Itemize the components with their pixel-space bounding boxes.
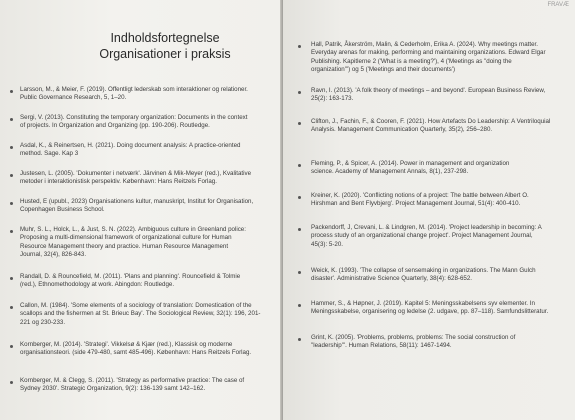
page-subtitle: Organisationer i praksis: [99, 47, 231, 61]
reference-entry: Husted, E (upubl., 2023) Organisationens kultur, manuskript, Institut for Organisation, Copenhagen Business School.: [20, 198, 254, 214]
bullet-icon: [298, 164, 301, 167]
bullet-icon: [10, 277, 13, 280]
reference-entry: Packendorff, J, Crevani, L. & Lindgren, M. (2014). 'Project leadership in becoming: A process study of an organizational change project'. Project Management Journal, 45(3): 5-20.: [311, 224, 542, 248]
bullet-icon: [10, 118, 13, 121]
reference-entry: Randall, D. & Rouncefield, M. (2011). 'Plans and planning'. Rouncefield & Tolmie (red.), Ethnomethodology at work. Abingdon: Routledge.: [20, 273, 241, 289]
reference-entry: Hammer, S., & Høpner, J. (2019). Kapitel 5: Meningsskabelsens syv elementer. In Meningsskabelse, organisering og ledelse (2. udgave, pp. 87–118). Samfundslitteratur.: [311, 300, 549, 316]
corner-tab-text: FRAVÆ: [547, 2, 569, 8]
right-page: [283, 0, 575, 420]
bullet-icon: [10, 381, 13, 384]
reference-entry: Clifton, J., Fachin, F., & Cooren, F. (2021). How Artefacts Do Leadership: A Ventriloquial Analysis. Management Communication Quarterly, 35(2), 256–280.: [311, 118, 551, 134]
bullet-icon: [298, 271, 301, 274]
bullet-icon: [298, 122, 301, 125]
page-title: Indholdsfortegnelse: [110, 31, 220, 45]
reference-entry: Callon, M. (1984). 'Some elements of a sociology of translation: Domestication of the scallops and the fishermen at St. Brieuc Bay'. The Sociological Review, 32(1): 196, 201- 221 og 230-233.: [20, 302, 261, 326]
bullet-icon: [10, 90, 13, 93]
reference-entry: Muhr, S. L., Holck, L., & Just, S. N. (2022). Ambiguous culture in Greenland police: Proposing a multi-dimensional framework of organizational culture for Human Resource Management theory and practice. Human Resource Management Journal, 32(4), 826-843.: [20, 226, 246, 259]
reference-entry: Justesen, L. (2005). 'Dokumenter i netværk'. Järvinen & Mik-Meyer (red.), Kvalitative metoder i interaktionistisk perspektiv. København: Hans Reitzels Forlag.: [20, 170, 252, 186]
reference-entry: Sergi, V. (2013). Constituting the temporary organization: Documents in the context of projects. In Organization and Organizing (pp. 190-206). Routledge.: [20, 114, 248, 130]
left-page: [0, 0, 282, 420]
bullet-icon: [298, 91, 301, 94]
bullet-icon: [10, 146, 13, 149]
reference-entry: Asdal, K., & Reinertsen, H. (2021). Doing document analysis: A practice-oriented method. Sage. Kap 3: [20, 142, 241, 158]
bullet-icon: [10, 230, 13, 233]
bullet-icon: [298, 304, 301, 307]
bullet-icon: [10, 202, 13, 205]
bullet-icon: [298, 196, 301, 199]
reference-entry: Kornberger, M. & Clegg, S. (2011). 'Strategy as performative practice: The case of Sydney 2030'. Strategic Organization, 9(2): 136-139 samt 142–162.: [20, 377, 245, 393]
bullet-icon: [298, 228, 301, 231]
bullet-icon: [10, 306, 13, 309]
bullet-icon: [10, 174, 13, 177]
bullet-icon: [298, 45, 301, 48]
reference-entry: Larsson, M., & Meier, F. (2019). Offentligt lederskab som interaktioner og relationer. Public Governance Research, 5, 1–20.: [20, 86, 248, 102]
reference-entry: Fleming, P., & Spicer, A. (2014). Power in management and organization science. Academy of Management Annals, 8(1), 237-298.: [311, 160, 510, 176]
bullet-icon: [10, 345, 13, 348]
reference-entry: Weick, K. (1993). 'The collapse of sensemaking in organizations. The Mann Gulch disaster'. Administrative Science Quarterly, 38(4): 628-652.: [311, 267, 536, 283]
reference-entry: Hall, Patrik, Åkerström, Malin, & Cederholm, Erika A. (2024). Why meetings matter. Everyday arenas for making, performing and maintaining organizations. Edward Elgar Publishing. Kapitlerne 2 ('What is a meeting?'), 4 ('Meetings as "doing the organization"') og 5 ('Meetings and their documents'): [311, 41, 546, 74]
reference-entry: Kreiner, K. (2020). 'Conflicting notions of a project: The battle between Albert O. Hirshman and Bent Flyvbjerg'. Project Management Journal, 51(4): 400-410.: [311, 192, 529, 208]
reference-entry: Ravn, I. (2013). 'A folk theory of meetings – and beyond'. European Business Review, 25(2): 163-173.: [311, 87, 546, 103]
bullet-icon: [298, 338, 301, 341]
reference-entry: Grint, K. (2005). 'Problems, problems, problems: The social construction of "leadership"'. Human Relations, 58(11): 1467-1494.: [311, 334, 516, 350]
reference-entry: Kornberger, M. (2014). 'Strategi'. Vikkelsø & Kjær (red.), Klassisk og moderne organisationsteori. (side 479-480, samt 485-496). København: Hans Reitzels Forlag.: [20, 341, 252, 357]
